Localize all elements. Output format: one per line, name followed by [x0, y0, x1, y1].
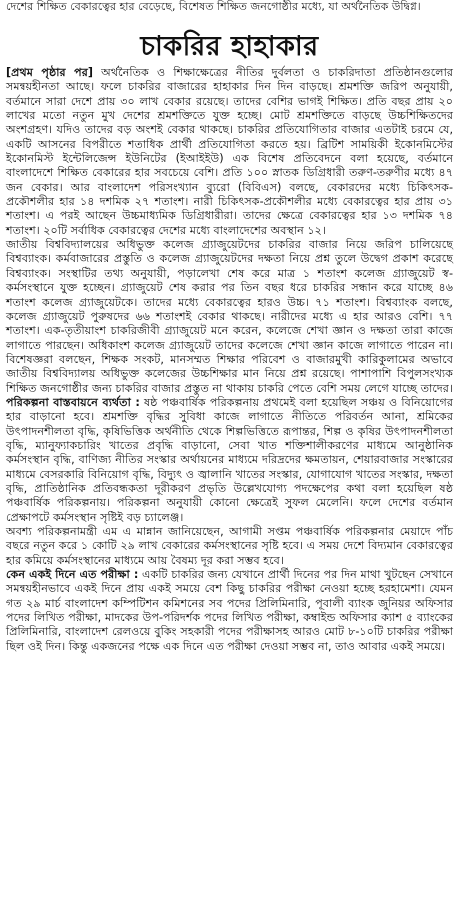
article-paragraph	[6, 568, 453, 654]
paragraph-lead: পরিকল্পনা বাস্তবায়নে ব্যর্থতা :	[6, 395, 140, 409]
paragraph-lead: [প্রথম পৃষ্ঠার পর]	[6, 66, 93, 79]
article-body	[6, 66, 453, 654]
article-paragraph	[6, 396, 453, 525]
paragraph-text: জাতীয় বিশ্ববিদ্যালয়ের অধিভুক্ত কলেজ গ্র্যাজুয়েটদের চাকরির বাজার নিয়ে জরিপ চালিয়েছে বিশ্বব্যাংক। কর্মবাজারের প্রস্তুতি ও কলেজ গ্র্যাজুয়েটদের দক্ষতা নিয়ে প্রশ্ন তুলে উদ্বেগ প্রকাশ করেছে বিশ্বব্যাংক। সংস্থাটির তথ্য অনুযায়ী, পড়ালেখা শেষ করে মাত্র ১ শতাংশ কলেজ গ্র্যাজুয়েট স্ব-কর্মসংস্থানে যুক্ত হচ্ছেন। গ্র্যাজুয়েট শেষ করার পর তিন বছর ধরে চাকরির সন্ধান করে যাচ্ছে ৪৬ শতাংশ কলেজ গ্র্যাজুয়েটকে। তাদের মধ্যে বেকারত্বের হারও উচ্চ। ৭১ শতাংশ। বিশ্বব্যাংক বলছে, কলেজ গ্র্যাজুয়েট পুরুষদের ৬৬ শতাংশই বেকার থাকছে। নারীদের মধ্যে এ হার আরও বেশি। ৭৭ শতাংশ। এক-তৃতীয়াংশ চাকরিজীবী গ্র্যাজুয়েট মনে করেন, কলেজে শেখা জ্ঞান ও দক্ষতা তারা কাজে লাগাতে পারছেন। অধিকাংশ কলেজ গ্র্যাজুয়েট তাদের কলেজে শেখা জ্ঞান কাজে লাগাতে পারেন না। বিশেষজ্ঞরা বলছেন, শিক্ষক সংকট, মানসম্মত শিক্ষার পরিবেশ ও বাজারমুখী কারিকুলামের অভাবে জাতীয় বিশ্ববিদ্যালয় অধিভুক্ত কলেজের উচ্চশিক্ষার মান নিয়ে প্রশ্ন রয়েছে। পাশাপাশি বিপুলসংখ্যক শিক্ষিত জনগোষ্ঠীর জন্য চাকরির বাজার প্রস্তুত না থাকায় চাকরি পেতে বেশি সময় লেগে যাচ্ছে তাদের।	[6, 238, 453, 395]
paragraph-text: ষষ্ঠ পঞ্চবার্ষিক পরিকল্পনায় প্রথমেই বলা হয়েছিল সঞ্চয় ও বিনিয়োগের হার বাড়ানো হবে। শ্রমশক্তি বৃদ্ধির সুবিধা কাজে লাগাতে নীতিতে পরিবর্তন আনা, শ্রমিকের উৎপাদনশীলতা বৃদ্ধি, কৃষিভিত্তিক অর্থনীতি থেকে শিল্পভিত্তিতে রূপান্তর, শিল্প ও কৃষির উৎপাদনশীলতা বৃদ্ধি, ম্যানুফ্যাকচারিং খাতের প্রবৃদ্ধি বাড়ানো, সেবা খাত শক্তিশালীকরণের মাধ্যমে আনুষ্ঠানিক কর্মসংস্থান বৃদ্ধি, বাণিজ্য নীতির সংস্কার অর্থায়নের মাধ্যমে দরিদ্রদের ক্ষমতায়ন, শেয়ারবাজার সংস্কারের মাধ্যমে বেসরকারি বিনিয়োগ বৃদ্ধি, বিদ্যুৎ ও জ্বালানি খাতের সংস্কার, যোগাযোগ খাতের সংস্কার, দক্ষতা বৃদ্ধি, প্রাতিষ্ঠানিক প্রতিবন্ধকতা দূরীকরণ প্রভৃতি উল্লেখযোগ্য পদক্ষেপের কথা বলা হয়েছিল ষষ্ঠ পঞ্চবার্ষিক পরিকল্পনায়। পরিকল্পনা অনুযায়ী কোনো ক্ষেত্রেই সুফল মেলেনি। ফলে দেশের বর্তমান প্রেক্ষাপটে কর্মসংস্থান সৃষ্টিই বড় চ্যালেঞ্জ।	[6, 395, 453, 524]
article-headline: চাকরির হাহাকার	[140, 31, 319, 62]
paragraph-lead: কেন একই দিনে এত পরীক্ষা :	[6, 568, 139, 582]
article-paragraph	[6, 66, 453, 238]
paragraph-text: অবশ্য পরিকল্পনামন্ত্রী এম এ মান্নান জানিয়েছেন, আগামী সপ্তম পঞ্চবার্ষিক পরিকল্পনার মেয়াদে পাঁচ বছরে নতুন করে ১ কোটি ২৯ লাখ বেকারের কর্মসংস্থানের সৃষ্টি হবে। এ সময় দেশে বিদ্যমান বেকারত্বের হার কমিয়ে কর্মসংস্থানের মাধ্যমে আয় বৈষম্য দূর করা সম্ভব হবে।	[6, 525, 453, 567]
paragraph-text: একটি চাকরির জন্য যেখানে প্রার্থী দিনের পর দিন মাথা খুটছেন সেখানে সমন্বয়হীনভাবে একই দিনে প্রায় একই সময়ে বেশ কিছু চাকরির পরীক্ষা নেওয়া হচ্ছে হরহামেশা। যেমন গত ২৯ মার্চ বাংলাদেশ কম্পিটিশন কমিশনের সব পদের প্রিলিমিনারি, পূবালী ব্যাংক জুনিয়র অফিসার পদের লিখিত পরীক্ষা, মাদকের উপ-পরিদর্শক পদের লিখিত পরীক্ষা, কম্বাইন্ড অফিসার ক্যাশ ৫ ব্যাংকের প্রিলিমিনারি, বাংলাদেশ রেলওয়ে বুকিং সহকারী পদের পরীক্ষাসহ আরও মোট ৮-১০টি চাকরির পরীক্ষা ছিল ওই দিন। কিন্তু একজনের পক্ষে এক দিনে এত পরীক্ষা দেওয়া সম্ভব না, তাও আবার একই সময়ে।	[6, 568, 453, 653]
paragraph-text: অর্থনৈতিক ও শিক্ষাক্ষেত্রের নীতির দুর্বলতা ও চাকরিদাতা প্রতিষ্ঠানগুলোর সমন্বয়হীনতা আছে। ফলে চাকরির বাজারের হাহাকার দিন দিন বাড়ছে। শ্রমশক্তি জরিপ অনুযায়ী, বর্তমানে সারা দেশে প্রায় ৩০ লাখ বেকার রয়েছে। তাদের বেশির ভাগই শিক্ষিত। প্রতি বছর প্রায় ২০ লাখের মতো নতুন মুখ দেশের শ্রমশক্তিতে যুক্ত হচ্ছে। মোট শ্রমশক্তিতে বাড়ছে উচ্চশিক্ষিতদের অংশগ্রহণ। যদিও তাদের বড় অংশই বেকার থাকছে। চাকরির প্রতিযোগিতার বাজার এতটাই চরমে যে, একটি আসনের বিপরীতে শতাধিক প্রার্থী প্রতিযোগিতা করতে হয়। ব্রিটিশ সাময়িকী ইকোনমিস্টের ইকোনমিস্ট ইন্টেলিজেন্স ইউনিটের (ইআইইউ) এক বিশেষ প্রতিবেদনে বলা হয়েছে, বর্তমানে বাংলাদেশে শিক্ষিত বেকারের হার সবচেয়ে বেশি। প্রতি ১০০ স্নাতক ডিগ্রিধারী তরুণ-তরুণীর মধ্যে ৪৭ জন বেকার। আর বাংলাদেশ পরিসংখ্যান ব্যুরো (বিবিএস) বলছে, বেকারদের মধ্যে চিকিৎসক-প্রকৌশলীর হার ১৪ দশমিক ২৭ শতাংশ। নারী চিকিৎসক-প্রকৌশলীর মধ্যে বেকারত্বের হার প্রায় ৩১ শতাংশ। এ পরই আছেন উচ্চমাধ্যমিক ডিগ্রিধারীরা। তাদের ক্ষেত্রে বেকারত্বের হার ১৩ দশমিক ৭৪ শতাংশ। ২০টি সর্বাধিক বেকারত্বের দেশের মধ্যে বাংলাদেশের অবস্থান ১২।	[6, 66, 453, 237]
article-paragraph	[6, 525, 453, 568]
previous-article-fragment: দেশের শিক্ষিত বেকারত্বের হার বেড়েছে, বিশেষত শিক্ষিত জনগোষ্ঠীর মধ্যে, যা অর্থনৈতিক উদ্বিগ্ন।	[6, 0, 421, 13]
article-paragraph	[6, 238, 453, 396]
